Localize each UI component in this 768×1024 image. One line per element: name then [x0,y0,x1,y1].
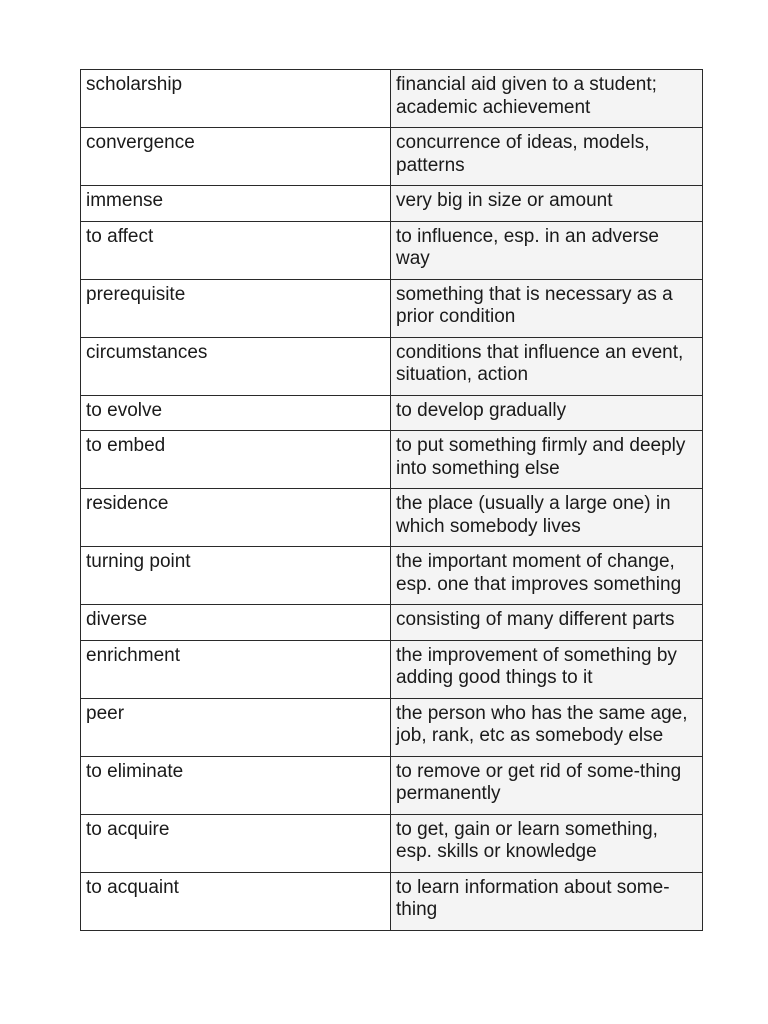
term-cell: circumstances [81,337,391,395]
definition-cell: to get, gain or learn something, esp. skills or knowledge [391,814,703,872]
term-cell: scholarship [81,70,391,128]
table-row [81,337,703,395]
definition-cell: conditions that influence an event, situation, action [391,337,703,395]
term-cell: to evolve [81,395,391,431]
table-row [81,221,703,279]
table-row [81,547,703,605]
definition-cell: the place (usually a large one) in which somebody lives [391,489,703,547]
definition-cell: very big in size or amount [391,186,703,222]
table-row [81,640,703,698]
term-cell: to eliminate [81,756,391,814]
vocabulary-table [80,69,703,931]
term-cell: to acquaint [81,872,391,930]
table-row [81,279,703,337]
table-row [81,605,703,641]
table-row [81,395,703,431]
term-cell: to embed [81,431,391,489]
definition-cell: to remove or get rid of some-thing permanently [391,756,703,814]
term-cell: residence [81,489,391,547]
definition-cell: consisting of many different parts [391,605,703,641]
definition-cell: something that is necessary as a prior condition [391,279,703,337]
definition-cell: to put something firmly and deeply into something else [391,431,703,489]
table-row [81,431,703,489]
term-cell: to affect [81,221,391,279]
term-cell: prerequisite [81,279,391,337]
definition-cell: to influence, esp. in an adverse way [391,221,703,279]
table-row [81,70,703,128]
definition-cell: the improvement of something by adding good things to it [391,640,703,698]
term-cell: immense [81,186,391,222]
table-row [81,698,703,756]
definition-cell: the important moment of change, esp. one that improves something [391,547,703,605]
term-cell: diverse [81,605,391,641]
term-cell: convergence [81,128,391,186]
term-cell: enrichment [81,640,391,698]
table-row [81,128,703,186]
table-row [81,814,703,872]
term-cell: peer [81,698,391,756]
definition-cell: the person who has the same age, job, rank, etc as somebody else [391,698,703,756]
table-row [81,756,703,814]
definition-cell: concurrence of ideas, models, patterns [391,128,703,186]
table-row [81,186,703,222]
table-row [81,489,703,547]
definition-cell: to develop gradually [391,395,703,431]
table-row [81,872,703,930]
definition-cell: to learn information about some-thing [391,872,703,930]
term-cell: turning point [81,547,391,605]
definition-cell: financial aid given to a student; academic achievement [391,70,703,128]
term-cell: to acquire [81,814,391,872]
